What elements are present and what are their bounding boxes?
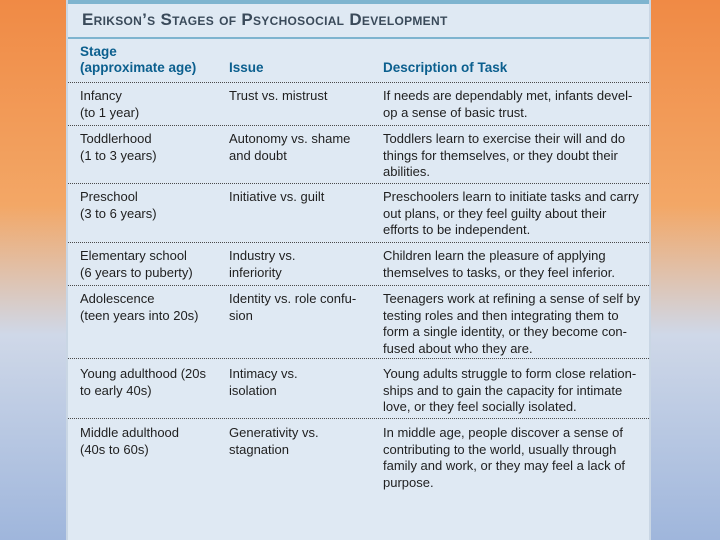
cell-description-line: things for themselves, or they doubt their	[383, 147, 618, 163]
cell-description-line: Teenagers work at refining a sense of self by	[383, 291, 641, 306]
cell-description	[383, 291, 645, 357]
cell-stage-line: Adolescence	[80, 291, 155, 306]
cell-issue	[229, 131, 379, 164]
cell-description-line: purpose.	[383, 474, 434, 490]
header-description-label: Description of Task	[383, 60, 508, 75]
cell-issue	[229, 189, 379, 206]
cell-description-line: contributing to the world, usually through	[383, 441, 617, 457]
cell-stage-line: (3 to 6 years)	[80, 205, 157, 221]
header-issue-label: Issue	[229, 60, 264, 75]
table-title: Erikson’s Stages of Psychosocial Development	[82, 10, 448, 29]
cell-stage	[80, 88, 225, 121]
cell-issue-line: sion	[229, 307, 253, 323]
cell-stage	[80, 425, 225, 458]
cell-issue-line: Industry vs.	[229, 248, 296, 263]
cell-description	[383, 88, 645, 121]
cell-issue	[229, 88, 379, 105]
cell-stage-line: to early 40s)	[80, 382, 152, 398]
row-divider	[68, 183, 649, 184]
cell-description	[383, 425, 645, 491]
cell-issue	[229, 425, 379, 458]
cell-issue-line: Initiative vs. guilt	[229, 189, 325, 204]
row-divider	[68, 125, 649, 126]
cell-description	[383, 248, 645, 281]
cell-issue-line: inferiority	[229, 264, 282, 280]
cell-issue-line: Generativity vs.	[229, 425, 319, 440]
cell-description-line: In middle age, people discover a sense of	[383, 425, 623, 440]
cell-description-line: abilities.	[383, 164, 430, 179]
cell-issue-line: stagnation	[229, 441, 289, 457]
cell-description-line: love, or they feel socially isolated.	[383, 399, 577, 414]
cell-issue-line: and doubt	[229, 147, 287, 163]
cell-stage-line: Toddlerhood	[80, 131, 152, 146]
row-divider	[68, 82, 649, 83]
cell-issue-line: Intimacy vs.	[229, 366, 298, 381]
cell-description-line: themselves to tasks, or they feel inferior.	[383, 264, 615, 280]
cell-description-line: If needs are dependably met, infants devel-	[383, 88, 633, 103]
cell-stage-line: Middle adulthood	[80, 425, 180, 440]
header-stage	[80, 44, 225, 76]
header-description	[383, 44, 645, 76]
header-stage-line: Stage	[80, 44, 117, 59]
table-header	[68, 44, 649, 82]
table-panel	[66, 0, 651, 540]
cell-stage-line: (to 1 year)	[80, 104, 140, 120]
cell-stage-line: Infancy	[80, 88, 122, 103]
cell-stage-line: (6 years to puberty)	[80, 264, 193, 280]
cell-description	[383, 131, 645, 181]
cell-issue-line: Autonomy vs. shame	[229, 131, 351, 146]
cell-stage	[80, 131, 225, 164]
cell-issue	[229, 366, 379, 399]
title-divider	[68, 37, 649, 39]
cell-issue	[229, 248, 379, 281]
cell-stage	[80, 189, 225, 222]
cell-stage	[80, 248, 225, 281]
top-accent-strip	[68, 0, 649, 4]
cell-description-line: ships and to gain the capacity for intimate	[383, 382, 623, 398]
row-divider	[68, 242, 649, 243]
cell-description-line: family and work, or they may feel a lack of	[383, 458, 626, 473]
cell-description-line: out plans, or they feel guilty about their	[383, 205, 607, 221]
cell-issue-line: Identity vs. role confu-	[229, 291, 357, 306]
cell-issue	[229, 291, 379, 324]
cell-description-line: fused about who they are.	[383, 340, 533, 356]
cell-stage-line: Elementary school	[80, 248, 187, 263]
row-divider	[68, 285, 649, 286]
cell-description-line: form a single identity, or they become con-	[383, 324, 627, 339]
cell-description-line: testing roles and then integrating them to	[383, 307, 619, 323]
cell-description-line: Toddlers learn to exercise their will and do	[383, 131, 626, 146]
cell-stage-line: Preschool	[80, 189, 138, 204]
cell-description	[383, 366, 645, 416]
cell-description-line: efforts to be independent.	[383, 222, 531, 237]
cell-description-line: op a sense of basic trust.	[383, 104, 528, 120]
header-issue	[229, 44, 379, 76]
cell-issue-line: Trust vs. mistrust	[229, 88, 328, 103]
cell-description-line: Preschoolers learn to initiate tasks and carry	[383, 189, 639, 204]
cell-stage-line: (teen years into 20s)	[80, 307, 199, 323]
cell-description-line: Children learn the pleasure of applying	[383, 248, 606, 263]
row-divider	[68, 358, 649, 359]
cell-stage	[80, 291, 225, 324]
header-stage-line: (approximate age)	[80, 60, 197, 75]
cell-description	[383, 189, 645, 239]
cell-issue-line: isolation	[229, 382, 277, 398]
cell-description-line: Young adults struggle to form close relation-	[383, 366, 637, 381]
row-divider	[68, 418, 649, 419]
cell-stage-line: Young adulthood (20s	[80, 366, 207, 381]
cell-stage	[80, 366, 225, 399]
cell-stage-line: (40s to 60s)	[80, 441, 149, 457]
cell-stage-line: (1 to 3 years)	[80, 147, 157, 163]
